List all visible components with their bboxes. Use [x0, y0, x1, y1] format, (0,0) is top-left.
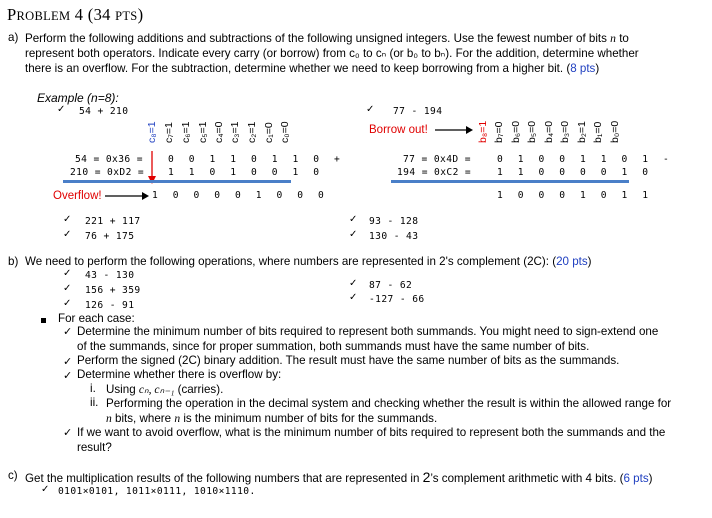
borrow-label: b₆=0: [510, 120, 522, 143]
carry-label: c₈=1: [146, 121, 158, 143]
overflow-label: Overflow!: [53, 190, 102, 202]
for-each-case: For each case:: [58, 312, 135, 325]
check-icon: ✓: [366, 104, 375, 115]
add-operand1-label: 54 = 0x36 =: [75, 154, 143, 165]
check-icon: ✓: [63, 427, 73, 439]
carry-label: c₀=0: [279, 121, 291, 143]
add-operand1-bits: 0 0 1 1 0 1 1 0 +: [168, 154, 345, 165]
carry-label: c₅=1: [197, 121, 209, 143]
add-result-bits: 1 0 0 0 0 1 0 0 0: [152, 190, 329, 201]
exercise-item: 93 - 128: [369, 216, 419, 227]
borrow-label: b₃=0: [559, 120, 571, 143]
check-icon: ✓: [57, 104, 66, 115]
part-a-points: 8 pts: [570, 62, 596, 75]
exercise-item: 76 + 175: [85, 231, 135, 242]
step-2: Perform the signed (2C) binary addition. The result must have the same number of bits as the summands.: [77, 354, 620, 367]
part-a-marker: a): [8, 31, 19, 44]
sub-operand1-bits: 0 1 0 0 1 1 0 1 -: [497, 154, 674, 165]
add-operand2-bits: 1 1 0 1 0 0 1 0: [168, 167, 324, 178]
bullet-icon: [41, 318, 46, 323]
check-icon: ✓: [63, 229, 72, 240]
exercise-item: -127 - 66: [369, 294, 425, 305]
check-icon: ✓: [63, 298, 72, 309]
multiplication-exercises: 0101×0101, 1011×0111, 1010×1110.: [58, 486, 256, 497]
check-icon: ✓: [349, 278, 358, 289]
carry-label: c₇=1: [163, 122, 175, 143]
check-icon: ✓: [63, 356, 73, 368]
borrow-label: b₅=0: [526, 120, 538, 143]
borrow-label: b₂=1: [576, 121, 588, 143]
subtraction-result-line: [391, 180, 629, 183]
carry-label: c₆=1: [180, 121, 192, 143]
check-icon: ✓: [63, 268, 72, 279]
overflow-arrow-icon: [104, 190, 150, 202]
sub-step-ii-marker: ii.: [90, 396, 99, 409]
exercise-item: 87 - 62: [369, 280, 413, 291]
add-operand2-label: 210 = 0xD2 =: [70, 167, 145, 178]
example-addition: 54 + 210: [79, 106, 129, 117]
sub-step-i-marker: i.: [90, 382, 96, 395]
borrow-arrow-icon: [434, 124, 474, 136]
sub-operand1-label: 77 = 0x4D =: [403, 154, 471, 165]
borrow-out-label: Borrow out!: [369, 124, 428, 136]
exercise-item: 126 - 91: [85, 300, 135, 311]
exercise-item: 43 - 130: [85, 270, 135, 281]
part-c-points: 6 pts: [623, 472, 649, 485]
sub-result-bits: 1 0 0 0 1 0 1 1: [497, 190, 653, 201]
sub-step-i: Using cₙ, cₙ₋₁ (carries).: [106, 383, 224, 396]
sub-operand2-bits: 1 1 0 0 0 0 1 0: [497, 167, 653, 178]
part-b-points: 20 pts: [556, 255, 588, 268]
carry-label: c₄=0: [213, 121, 225, 143]
part-a-instructions: Perform the following additions and subtractions of the following unsigned integers. Use the fewest number of bits n to represent both operators. Indicate every carry (or borrow) from c₀ to cₙ (or b₀ to bₙ). For the addition, determine whether there is an overflow. For the subtraction, determine whether we need to keep borrowing from a higher bit. (8 pts): [25, 32, 639, 75]
addition-sum-line: [63, 180, 291, 183]
check-icon: ✓: [63, 283, 72, 294]
borrow-label: b₄=0: [543, 120, 555, 143]
borrow-label: b₁=0: [592, 121, 604, 143]
part-c-text: Get the multiplication results of the following numbers that are represented in 2’s complement arithmetic with 4 bits. (6 pts): [25, 469, 653, 485]
check-icon: ✓: [63, 326, 73, 338]
example-label: Example (n=8):: [37, 91, 119, 105]
borrow-label: b₈=1: [477, 120, 489, 143]
check-icon: ✓: [63, 370, 73, 382]
carry-label: c₃=1: [229, 121, 241, 143]
exercise-item: 156 + 359: [85, 285, 141, 296]
exercise-item: 130 - 43: [369, 231, 419, 242]
check-icon: ✓: [41, 484, 50, 495]
check-icon: ✓: [349, 214, 358, 225]
carry-label: c₂=1: [246, 121, 258, 143]
exercise-item: 221 + 117: [85, 216, 141, 227]
check-icon: ✓: [349, 292, 358, 303]
check-icon: ✓: [349, 229, 358, 240]
part-b-marker: b): [8, 255, 19, 268]
example-subtraction: 77 - 194: [393, 106, 443, 117]
step-3: Determine whether there is overflow by:: [77, 368, 282, 381]
sub-step-ii: Performing the operation in the decimal system and checking whether the result is within the allowed range for n bits, where n is the minimum number of bits for the summands.: [106, 397, 672, 425]
problem-title: PROBLEM 4 (34 PTS): [7, 5, 144, 24]
part-b-intro: We need to perform the following operations, where numbers are represented in 2's complement (2C): (20 pts): [25, 255, 592, 268]
borrow-label: b₇=0: [493, 121, 505, 143]
check-icon: ✓: [63, 214, 72, 225]
carry-label: c₁=0: [263, 122, 275, 143]
sub-operand2-label: 194 = 0xC2 =: [397, 167, 472, 178]
step-4: If we want to avoid overflow, what is the minimum number of bits required to represent both the summands and the result?: [77, 426, 666, 454]
borrow-label: b₀=0: [609, 120, 621, 143]
part-c-marker: c): [8, 469, 18, 482]
step-1: Determine the minimum number of bits required to represent both summands. You might need to sign-extend one of the summands, since for proper summation, both summands must have the same number of bits.: [77, 325, 659, 353]
